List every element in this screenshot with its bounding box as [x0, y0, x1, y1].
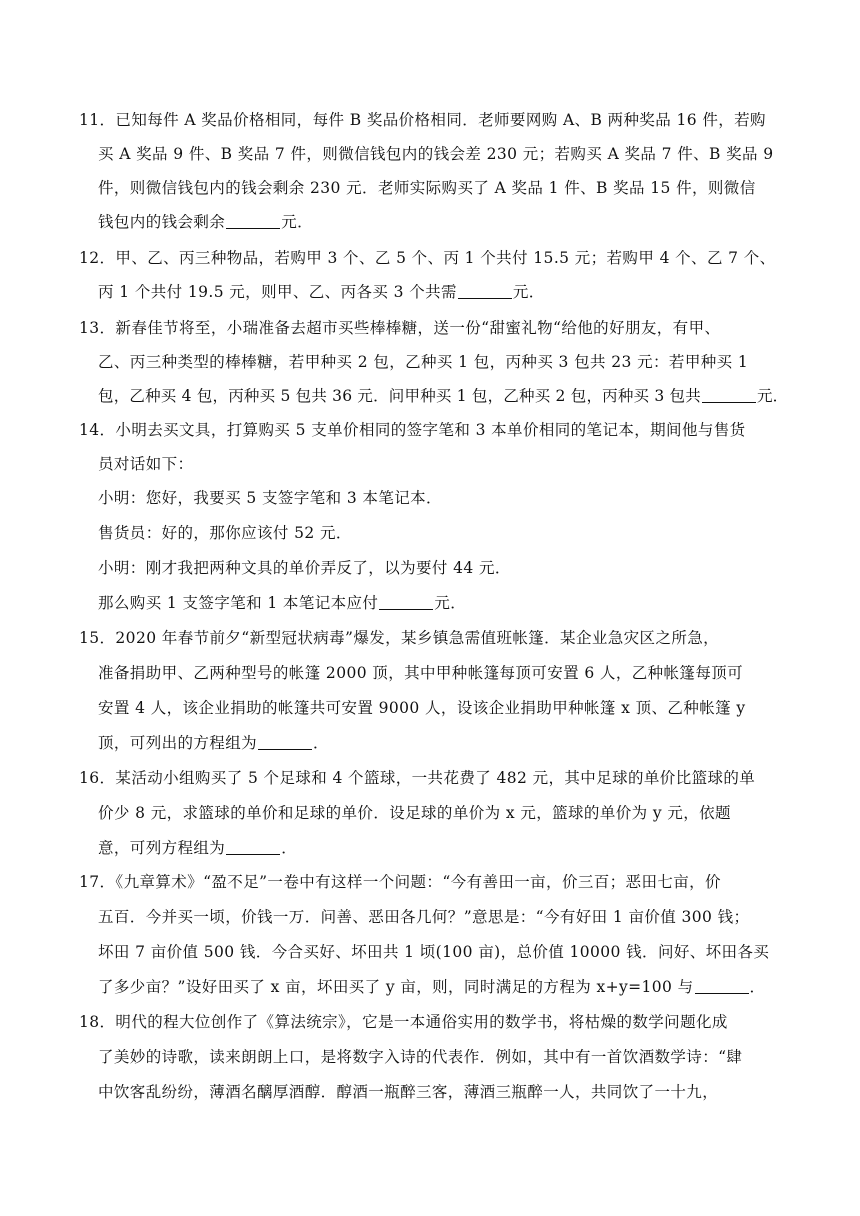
answer-blank — [226, 213, 280, 230]
q15-line-4 — [98, 731, 329, 753]
q16-line-1: 16．某活动小组购买了 5 个足球和 4 个篮球，一共花费了 482 元，其中足球的单价比篮球的单 — [79, 769, 756, 787]
q18-line-1: 18．明代的程大位创作了《算法统宗》，它是一本通俗实用的数学书，将枯燥的数学问题化成 — [79, 1013, 728, 1031]
answer-blank — [379, 594, 433, 611]
q15-line-4-tail: ． — [313, 734, 329, 752]
q13-line-3-tail: 元． — [756, 387, 789, 405]
q13-line-3-text: 包，乙种买 4 包，丙种买 5 包共 36 元．问甲种买 1 包，乙种买 2 包，丙种买 3 包共 — [98, 387, 701, 405]
q13-line-1: 13．新春佳节将至，小瑞准备去超市买些棒棒糖，送一份“甜蜜礼物“给他的好朋友，有甲、 — [79, 319, 721, 337]
q14-line-6-text: 那么购买 1 支签字笔和 1 本笔记本应付 — [98, 594, 379, 612]
answer-blank — [458, 283, 512, 300]
q12-line-2-tail: 元． — [512, 283, 545, 301]
q14-line-1: 14．小明去买文具，打算购买 5 支单价相同的签字笔和 3 本单价相同的笔记本，期间他与售货 — [79, 421, 746, 439]
q15-line-2: 准备捐助甲、乙两种型号的帐篷 2000 顶，其中甲种帐篷每顶可安置 6 人，乙种帐篷每顶可 — [98, 664, 744, 682]
q14-line-6 — [98, 591, 466, 613]
q17-line-1: 17．《九章算术》“盈不足”一卷中有这样一个问题：“今有善田一亩，价三百；恶田七亩，价 — [79, 873, 721, 891]
q16-line-3-text: 意，可列方程组为 — [98, 839, 226, 857]
q16-line-3 — [98, 836, 297, 858]
q17-line-3: 坏田 7 亩价值 500 钱．今合买好、坏田共 1 顷(100 亩)，总价值 10000 钱．问好、坏田各买 — [98, 943, 770, 961]
q16-line-3-tail: ． — [281, 839, 298, 857]
q14-dialogue-2: 售货员：好的，那你应该付 52 元． — [98, 524, 352, 542]
q11-line-4-tail: 元． — [281, 213, 314, 231]
answer-blank — [226, 839, 280, 856]
q16-line-2: 价少 8 元，求篮球的单价和足球的单价．设足球的单价为 x 元，篮球的单价为 y 元，依题 — [98, 804, 731, 822]
q12-line-2-text: 丙 1 个共付 19.5 元，则甲、乙、丙各买 3 个共需 — [98, 283, 457, 301]
q12-line-2 — [98, 280, 545, 302]
q14-dialogue-1: 小明：您好，我要买 5 支签字笔和 3 本笔记本． — [98, 489, 442, 507]
q14-line-6-tail: 元． — [434, 594, 467, 612]
q13-line-3 — [98, 384, 788, 406]
q14-line-2: 员对话如下： — [98, 455, 194, 473]
answer-blank — [258, 734, 312, 751]
q11-line-4-text: 钱包内的钱会剩余 — [98, 213, 226, 231]
q17-line-4-tail: ． — [749, 978, 766, 996]
q15-line-3: 安置 4 人，该企业捐助的帐篷共可安置 9000 人，设该企业捐助甲种帐篷 x 顶、乙种帐篷 y — [98, 699, 746, 717]
q14-dialogue-3: 小明：刚才我把两种文具的单价弄反了，以为要付 44 元． — [98, 559, 511, 577]
q18-line-3: 中饮客乱纷纷，薄酒名醨厚酒醇．醇酒一瓶醉三客，薄酒三瓶醉一人，共同饮了一十九， — [98, 1083, 719, 1101]
q11-line-2: 买 A 奖品 9 件、B 奖品 7 件，则微信钱包内的钱会差 230 元；若购买 A 奖品 7 件、B 奖品 9 — [98, 145, 774, 163]
q15-line-1: 15．2020 年春节前夕“新型冠状病毒”爆发，某乡镇急需值班帐篷．某企业急灾区之所急， — [79, 629, 720, 647]
q17-line-2: 五百．今并买一顷，价钱一万．问善、恶田各几何？”意思是：“今有好田 1 亩价值 300 钱； — [98, 908, 750, 926]
q13-line-2: 乙、丙三种类型的棒棒糖，若甲种买 2 包，乙种买 1 包，丙种买 3 包共 23 元：若甲种买 1 — [98, 353, 749, 371]
answer-blank — [695, 978, 749, 995]
q12-line-1: 12．甲、乙、丙三种物品，若购甲 3 个、乙 5 个、丙 1 个共付 15.5 元；若购甲 4 个、乙 7 个、 — [79, 249, 776, 267]
q17-line-4-text: 了多少亩？”设好田买了 x 亩，坏田买了 y 亩，则，同时满足的方程为 x+y=100 与 — [98, 978, 694, 996]
q11-line-4 — [98, 210, 313, 232]
q15-line-4-text: 顶，可列出的方程组为 — [98, 734, 258, 752]
q17-line-4 — [98, 975, 765, 997]
answer-blank — [702, 387, 756, 404]
q11-line-1: 11．已知每件 A 奖品价格相同，每件 B 奖品价格相同．老师要网购 A、B 两种奖品 16 件，若购 — [79, 111, 766, 129]
q18-line-2: 了美妙的诗歌，读来朗朗上口，是将数字入诗的代表作．例如，其中有一首饮酒数学诗：“肆 — [98, 1048, 743, 1066]
q11-line-3: 件，则微信钱包内的钱会剩余 230 元．老师实际购买了 A 奖品 1 件、B 奖品 15 件，则微信 — [98, 179, 756, 197]
